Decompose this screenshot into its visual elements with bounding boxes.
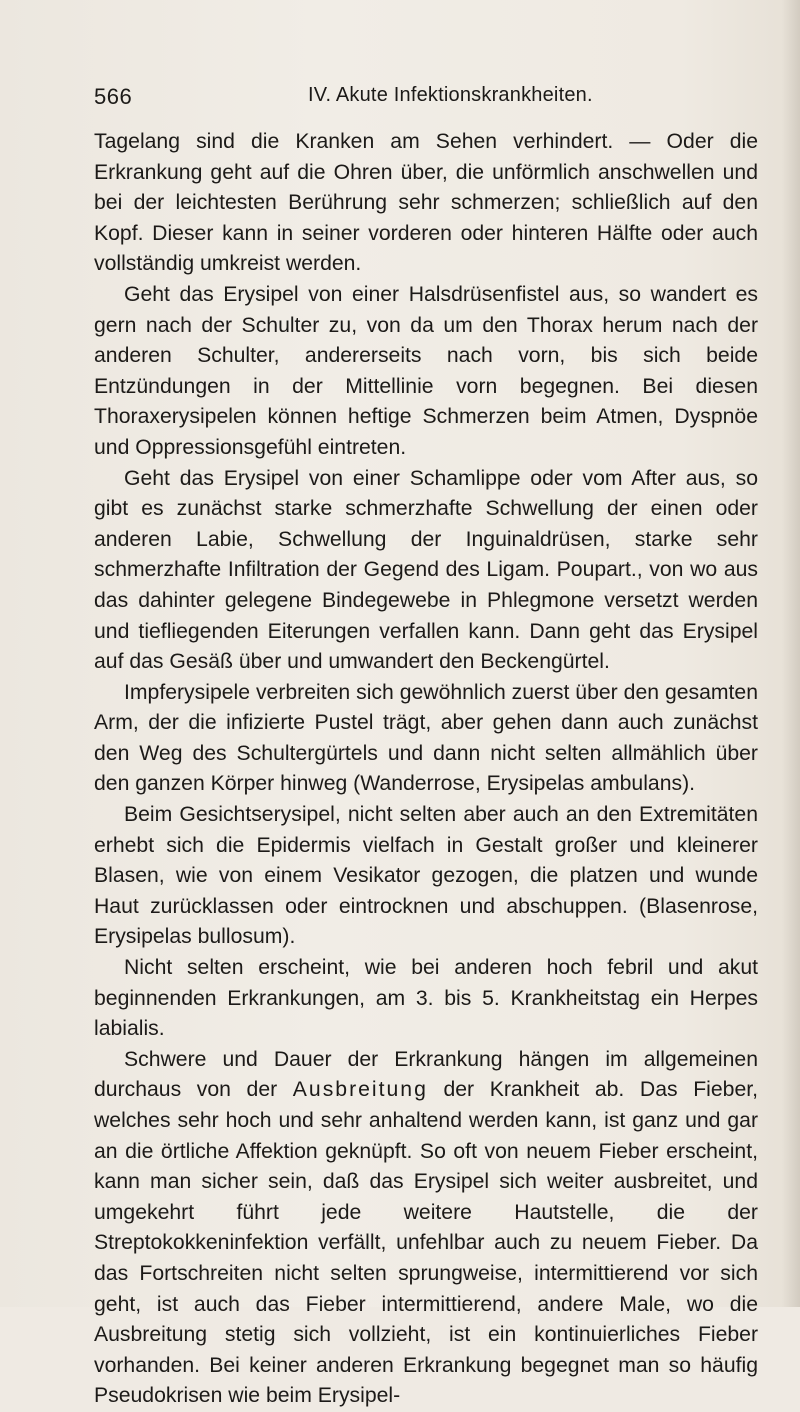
paragraph-4: Impferysipele verbreiten sich gewöhnlich zuerst über den gesamten Arm, der die infizierte Pustel trägt, aber gehen dann auch zunächst den Weg des Schultergürtels und dann nicht selten allmählich über den ganzen Körper hinweg (Wanderrose, Erysipelas ambulans). — [94, 680, 758, 796]
page-number: 566 — [94, 84, 133, 109]
paragraph-5: Beim Gesichtserysipel, nicht selten aber auch an den Extremitäten erhebt sich die Epidermis vielfach in Gestalt großer und kleinerer Blasen, wie von einem Vesikator gezogen, die platzen und wunde Haut zurücklassen oder eintrocknen und abschuppen. (Blasenrose, Erysipelas bullosum). — [94, 803, 758, 949]
paragraph-1: Tagelang sind die Kranken am Sehen verhindert. — Oder die Erkrankung geht auf die Ohren über, die unförmlich anschwellen und bei der leichtesten Berührung sehr schmerzen; schließlich auf den Kopf. Dieser kann in seiner vorderen oder hinteren Hälfte oder auch vollständig umkreist werden. — [94, 130, 758, 276]
paragraph-3: Geht das Erysipel von einer Schamlippe oder vom After aus, so gibt es zunächst starke schmerzhafte Schwellung der einen oder anderen Labie, Schwellung der Inguinaldrüsen, starke sehr schmerzhafte Infiltration der Gegend des Ligam. Poupart., von wo aus das dahinter gelegene Bindegewebe in Phlegmone versetzt werden und tiefliegenden Eiterungen verfallen kann. Dann geht das Erysipel auf das Gesäß über und umwandert den Beckengürtel. — [94, 466, 758, 674]
paragraph-7 — [94, 1045, 758, 1412]
emphasized-word: Ausbreitung — [292, 1078, 428, 1102]
section-title: IV. Akute Infektionskrankheiten. — [308, 84, 593, 106]
body-text — [94, 127, 758, 1412]
paragraph-6: Nicht selten erscheint, wie bei anderen hoch febril und akut beginnenden Erkrankungen, am 3. bis 5. Krankheitstag ein Herpes labialis. — [94, 956, 758, 1041]
paragraph-2: Geht das Erysipel von einer Halsdrüsenfistel aus, so wandert es gern nach der Schulter zu, von da um den Thorax herum nach der anderen Schulter, andererseits nach vorn, bis sich beide Entzündungen in der Mittellinie vorn begegnen. Bei diesen Thoraxerysipelen können heftige Schmerzen beim Atmen, Dyspnöe und Oppressionsgefühl eintreten. — [94, 282, 758, 459]
paragraph-7-end: der Krankheit ab. Das Fieber, welches sehr hoch und sehr anhaltend werden kann, ist ganz und gar an die örtliche Affektion geknüpft. So oft von neuem Fieber erscheint, kann man sicher sein, daß das Erysipel sich weiter ausbreitet, und umgekehrt führt jede weitere Hautstelle, die der Streptokokkeninfektion verfällt, unfehlbar auch zu neuem Fieber. Da das Fortschreiten nicht selten sprungweise, intermittierend vor sich geht, ist auch das Fieber intermittierend, andere Male, wo die Ausbreitung stetig sich vollzieht, ist ein kontinuierliches Fieber vorhanden. Bei keiner anderen Erkrankung begegnet man so häufig Pseudokrisen wie beim Erysipel- — [94, 1078, 758, 1408]
paragraph-7-start: Schwere und Dauer der Erkrankung hängen im allgemeinen durchaus von der — [94, 1047, 758, 1102]
page-edge-shadow — [782, 0, 800, 1307]
running-head — [94, 84, 754, 118]
